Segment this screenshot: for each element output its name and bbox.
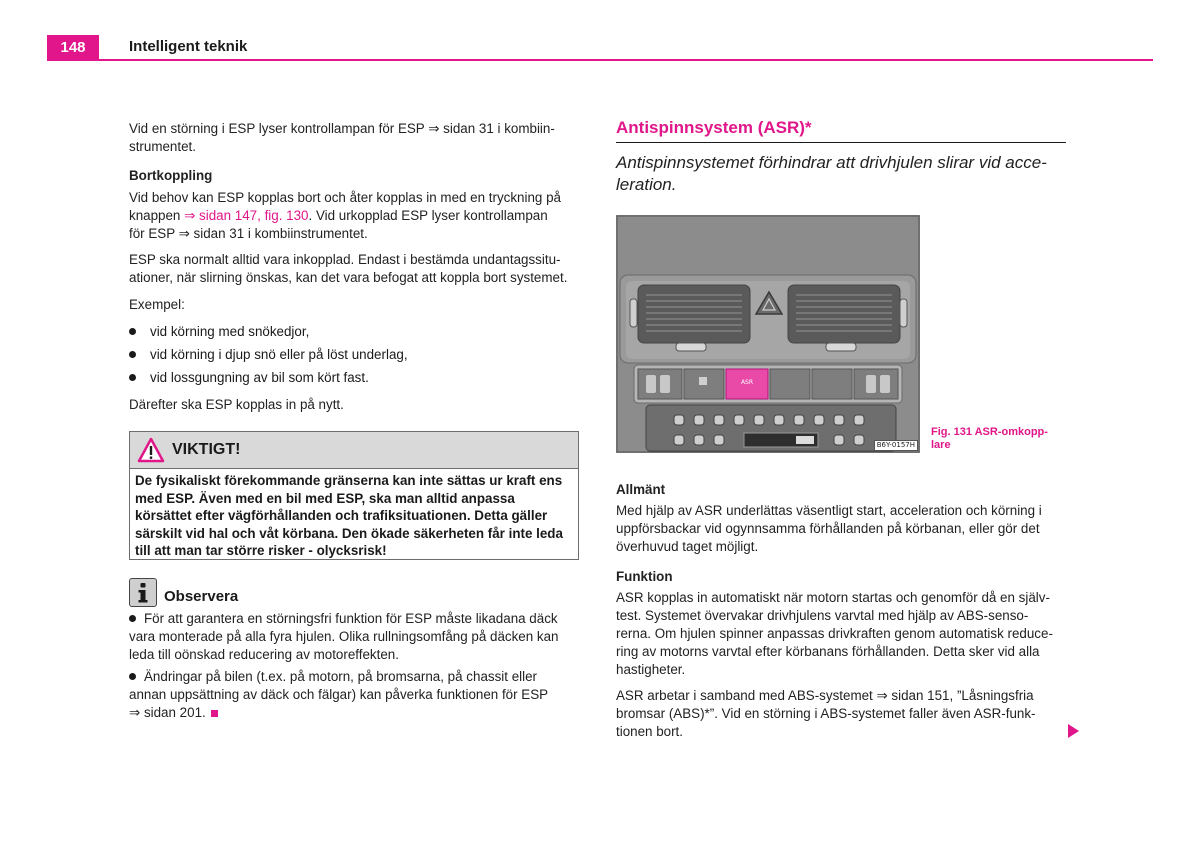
note-title: Observera <box>164 588 239 605</box>
allmant-paragraph <box>616 502 1071 556</box>
asr-button-label: ASR <box>740 379 754 386</box>
note-b1-line-2: vara monterade på alla fyra hjulen. Olika rullningsomfång på däcken kan <box>129 629 559 644</box>
funktion-paragraph <box>616 589 1071 679</box>
after-paragraph: Därefter ska ESP kopplas in på nytt. <box>129 397 344 412</box>
bullet-dot <box>129 615 136 622</box>
bullet-dot <box>129 351 136 358</box>
esp-line-1: ESP ska normalt alltid vara inkopplad. Endast i bestämda undantagssitu- <box>129 252 561 267</box>
warning-line: De fysikaliskt förekommande gränserna kan inte sättas ur kraft ens <box>135 473 563 488</box>
bort-line-2a: knappen <box>129 208 185 223</box>
bortkoppling-title: Bortkoppling <box>129 168 213 183</box>
bort-line-2 <box>129 207 589 225</box>
info-icon <box>129 578 157 607</box>
bullet-dot <box>129 328 136 335</box>
abs-paragraph <box>616 687 1071 741</box>
funktion-line-4: ring av motorns varvtal efter körbanans förhållanden. Detta sker vid alla <box>616 644 1040 659</box>
header-rule <box>47 59 1153 61</box>
note-b2-line-2: annan uppsättning av däck och fälgar) kan påverka funktionen för ESP <box>129 687 549 702</box>
esp-paragraph <box>129 251 589 287</box>
intro-paragraph <box>129 120 589 156</box>
note-bullet-2 <box>129 668 589 722</box>
end-square-icon <box>211 710 218 717</box>
warning-header <box>130 432 578 469</box>
dashboard-illustration <box>616 215 920 453</box>
page-number: 148 <box>47 35 99 59</box>
bullet-dot <box>129 673 136 680</box>
warning-triangle-icon <box>137 437 165 463</box>
warning-line: till att man tar större risker - olycksrisk! <box>135 543 387 559</box>
funktion-line-1: ASR kopplas in automatiskt när motorn startas och genomför då en själv- <box>616 590 1050 605</box>
abs-line-3: tionen bort. <box>616 724 683 739</box>
figure-asr-switch <box>616 215 920 453</box>
figure-caption-line-1: Fig. 131 ASR-omkopp- <box>931 426 1048 438</box>
bortkoppling-paragraph <box>129 189 589 243</box>
figure-code: B6Y-0157H <box>874 440 918 451</box>
figure-caption <box>931 426 1071 452</box>
funktion-title: Funktion <box>616 569 673 584</box>
warning-line: körsättet efter vägförhållanden och trafiksituationen. Detta gäller <box>135 508 548 524</box>
section-title: Intelligent teknik <box>129 38 248 55</box>
warning-title: VIKTIGT! <box>172 441 241 458</box>
warning-text <box>135 472 575 560</box>
list-item-text: vid lossgungning av bil som kört fast. <box>150 370 369 385</box>
intro-line-2: strumentet. <box>129 139 196 154</box>
note-b2-text-3: ⇒ sidan 201. <box>129 705 206 720</box>
next-page-arrow-icon[interactable] <box>1068 724 1079 738</box>
asr-title: Antispinnsystem (ASR)* <box>616 118 812 137</box>
note-b2-text-1: Ändringar på bilen (t.ex. på motorn, på bromsarna, på chassit eller <box>144 669 537 684</box>
abs-line-1: ASR arbetar i samband med ABS-systemet ⇒ sidan 151, ”Låsningsfria <box>616 688 1034 703</box>
warning-box <box>129 431 579 560</box>
funktion-line-2: test. Systemet övervakar drivhjulens varvtal med hjälp av ABS-senso- <box>616 608 1029 623</box>
note-b2-line-1 <box>129 668 589 686</box>
note-b1-text-1: För att garantera en störningsfri funktion för ESP måste likadana däck <box>144 611 558 626</box>
intro-line-1: Vid en störning i ESP lyser kontrollampan för ESP ⇒ sidan 31 i kombiin- <box>129 121 555 136</box>
list-item-text: vid körning med snökedjor, <box>150 324 310 339</box>
bort-line-1: Vid behov kan ESP kopplas bort och åter kopplas in med en tryckning på <box>129 190 561 205</box>
funktion-line-3: rerna. Om hjulen spinner anpassas drivkraften genom automatisk reduce- <box>616 626 1053 641</box>
bort-line-3: för ESP ⇒ sidan 31 i kombiinstrumentet. <box>129 226 368 241</box>
note-b1-line-3: leda till oönskad reducering av motoreffekten. <box>129 647 399 662</box>
asr-lead-line-2: leration. <box>616 175 677 194</box>
allmant-title: Allmänt <box>616 482 666 497</box>
esp-line-2: ationer, när slirning önskas, kan det vara befogat att koppla bort systemet. <box>129 270 568 285</box>
allmant-line-3: överhuvud taget möjligt. <box>616 539 759 554</box>
note-b2-line-3 <box>129 704 589 722</box>
allmant-line-1: Med hjälp av ASR underlättas väsentligt start, acceleration och körning i <box>616 503 1042 518</box>
fig130-link[interactable]: ⇒ sidan 147, fig. 130 <box>184 208 309 223</box>
bullet-dot <box>129 374 136 381</box>
note-bullet-1 <box>129 610 589 664</box>
warning-line: med ESP. Även med en bil med ESP, ska man alltid anpassa <box>135 490 515 506</box>
allmant-line-2: uppförsbackar vid ogynnsamma förhållanden på körbanan, eller gör det <box>616 521 1040 536</box>
bort-line-2b: . Vid urkopplad ESP lyser kontrollampan <box>308 208 548 223</box>
abs-line-2: bromsar (ABS)*”. Vid en störning i ABS-systemet faller även ASR-funk- <box>616 706 1036 721</box>
asr-title-rule <box>616 142 1066 143</box>
exempel-label: Exempel: <box>129 297 185 312</box>
list-item-text: vid körning i djup snö eller på löst underlag, <box>150 347 408 362</box>
figure-caption-line-2: lare <box>931 439 951 451</box>
asr-lead-line-1: Antispinnsystemet förhindrar att drivhjulen slirar vid acce- <box>616 153 1047 172</box>
asr-lead <box>616 152 1068 196</box>
funktion-line-5: hastigheter. <box>616 662 686 677</box>
note-b1-line-1 <box>129 610 589 628</box>
warning-line: särskilt vid hal och våt körbana. Den ökade säkerheten får inte leda <box>135 525 563 541</box>
